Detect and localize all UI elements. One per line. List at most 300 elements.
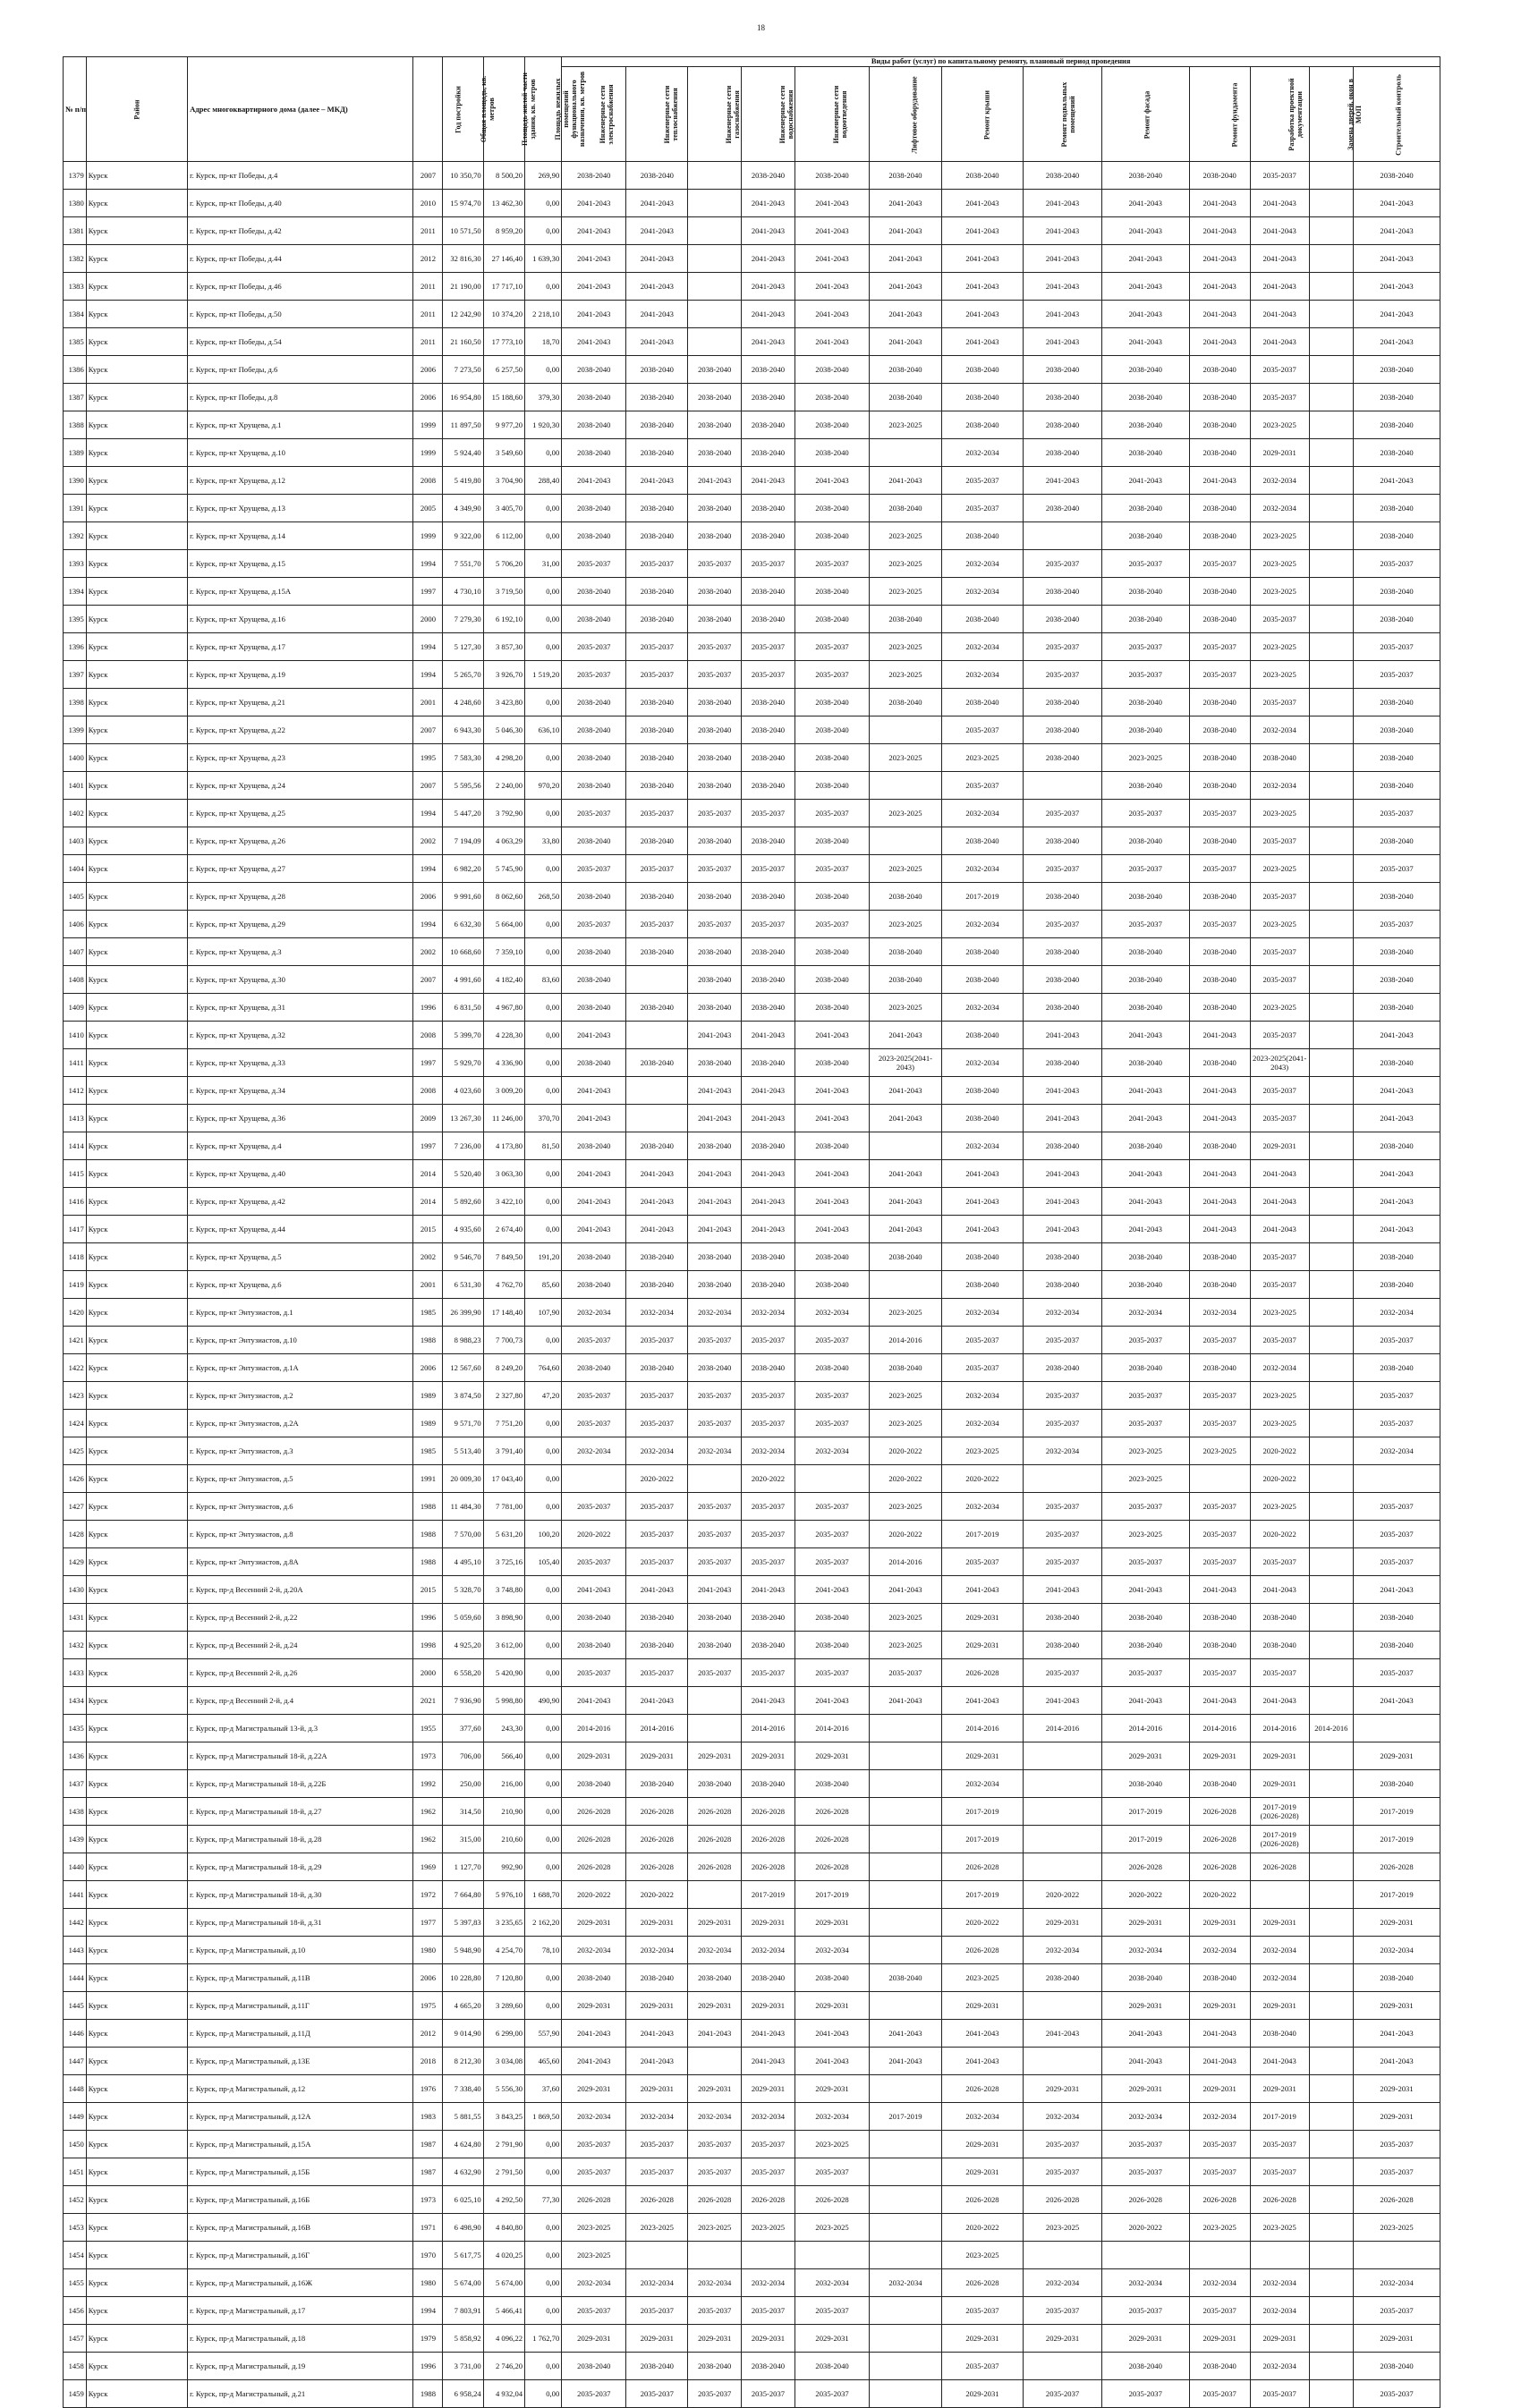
address-cell: г. Курск, пр-д Магистральный, д.21 xyxy=(188,2380,413,2408)
work-period-cell: 2041-2043 xyxy=(870,328,941,356)
table-row xyxy=(64,1354,1440,1382)
work-period-cell xyxy=(688,301,742,328)
area-total-cell: 21 190,00 xyxy=(443,273,483,301)
work-period-cell: 2041-2043 xyxy=(742,245,795,273)
area-living-cell: 3 725,16 xyxy=(483,1548,524,1576)
district-cell: Курск xyxy=(86,1354,187,1382)
area-living-cell: 7 751,20 xyxy=(483,1410,524,1437)
work-period-cell: 2038-2040 xyxy=(1189,1132,1250,1160)
year-built-cell: 1989 xyxy=(413,1382,443,1410)
work-period-cell: 2020-2022 xyxy=(562,1521,626,1548)
work-period-cell xyxy=(1309,744,1353,772)
work-period-cell: 2041-2043 xyxy=(626,328,688,356)
work-period-cell: 2038-2040 xyxy=(1189,716,1250,744)
area-nonliving-cell: 83,60 xyxy=(525,966,562,994)
address-cell: г. Курск, пр-кт Хрущева, д.19 xyxy=(188,661,413,689)
work-period-cell: 2035-2037 xyxy=(1101,911,1189,938)
year-built-cell: 2000 xyxy=(413,1659,443,1687)
address-cell: г. Курск, пр-кт Энтузиастов, д.3 xyxy=(188,1437,413,1465)
work-period-cell: 2041-2043 xyxy=(941,301,1024,328)
address-cell: г. Курск, пр-кт Хрущева, д.3 xyxy=(188,938,413,966)
area-total-cell: 10 350,70 xyxy=(443,162,483,190)
area-living-cell: 4 020,25 xyxy=(483,2242,524,2269)
district-cell: Курск xyxy=(86,1853,187,1881)
area-total-cell: 7 936,90 xyxy=(443,1687,483,1715)
work-period-cell: 2041-2043 xyxy=(870,1160,941,1188)
work-period-cell: 2041-2043 xyxy=(1354,1160,1440,1188)
work-period-cell: 2035-2037 xyxy=(742,855,795,883)
work-period-cell: 2035-2037 xyxy=(688,2297,742,2325)
work-period-cell xyxy=(1309,2269,1353,2297)
work-period-cell: 2038-2040 xyxy=(688,1354,742,1382)
work-period-cell: 2035-2037 xyxy=(1189,1659,1250,1687)
work-period-cell: 2038-2040 xyxy=(794,1132,869,1160)
year-built-cell: 2008 xyxy=(413,467,443,495)
area-total-cell: 4 991,60 xyxy=(443,966,483,994)
work-period-cell: 2041-2043 xyxy=(1101,1576,1189,1604)
year-built-cell: 1994 xyxy=(413,800,443,827)
work-period-cell: 2032-2034 xyxy=(1024,2103,1102,2131)
works-header: Ремонт крыши xyxy=(941,67,1024,162)
work-period-cell: 2038-2040 xyxy=(1354,1271,1440,1299)
row-number-cell: 1389 xyxy=(64,439,87,467)
work-period-cell xyxy=(1189,1465,1250,1493)
work-period-cell: 2017-2019 xyxy=(941,1826,1024,1853)
work-period-cell: 2038-2040 xyxy=(794,744,869,772)
year-built-cell: 1996 xyxy=(413,994,443,1022)
work-period-cell: 2038-2040 xyxy=(742,1354,795,1382)
work-period-cell: 2041-2043 xyxy=(794,1576,869,1604)
area-nonliving-cell: 1 688,70 xyxy=(525,1881,562,1909)
work-period-cell xyxy=(1309,495,1353,522)
work-period-cell: 2035-2037 xyxy=(742,661,795,689)
work-period-cell: 2023-2025 xyxy=(1101,744,1189,772)
area-total-cell: 6 982,20 xyxy=(443,855,483,883)
page-number: 18 xyxy=(757,23,765,32)
table-row xyxy=(64,162,1440,190)
work-period-cell: 2041-2043 xyxy=(1354,273,1440,301)
work-period-cell: 2038-2040 xyxy=(1101,1271,1189,1299)
work-period-cell: 2038-2040 xyxy=(626,938,688,966)
district-cell: Курск xyxy=(86,190,187,217)
row-number-cell: 1429 xyxy=(64,1548,87,1576)
work-period-cell: 2041-2043 xyxy=(562,2048,626,2075)
work-period-cell: 2023-2025 xyxy=(1101,1465,1189,1493)
address-cell: г. Курск, пр-кт Энтузиастов, д.2А xyxy=(188,1410,413,1437)
area-nonliving-cell: 0,00 xyxy=(525,800,562,827)
year-built-cell: 1996 xyxy=(413,1604,443,1632)
work-period-cell: 2041-2043 xyxy=(870,217,941,245)
work-period-cell: 2041-2043 xyxy=(1189,1160,1250,1188)
work-period-cell: 2041-2043 xyxy=(870,1022,941,1049)
work-period-cell: 2041-2043 xyxy=(1101,1216,1189,1243)
address-cell: г. Курск, пр-кт Хрущева, д.28 xyxy=(188,883,413,911)
area-nonliving-cell: 557,90 xyxy=(525,2020,562,2048)
work-period-cell: 2035-2037 xyxy=(742,911,795,938)
area-total-cell: 6 943,30 xyxy=(443,716,483,744)
work-period-cell: 2041-2043 xyxy=(562,245,626,273)
work-period-cell: 2041-2043 xyxy=(626,1687,688,1715)
work-period-cell: 2041-2043 xyxy=(1024,1188,1102,1216)
work-period-cell: 2038-2040 xyxy=(1101,994,1189,1022)
row-number-cell: 1448 xyxy=(64,2075,87,2103)
work-period-cell: 2029-2031 xyxy=(1250,1909,1309,1937)
work-period-cell: 2041-2043 xyxy=(1189,245,1250,273)
work-period-cell: 2038-2040 xyxy=(626,1132,688,1160)
row-number-cell: 1432 xyxy=(64,1632,87,1659)
table-row xyxy=(64,578,1440,606)
work-period-cell: 2041-2043 xyxy=(742,328,795,356)
area-living-cell: 4 292,50 xyxy=(483,2186,524,2214)
work-period-cell: 2038-2040 xyxy=(870,606,941,633)
table-row xyxy=(64,1909,1440,1937)
work-period-cell: 2038-2040 xyxy=(742,411,795,439)
work-period-cell: 2020-2022 xyxy=(1250,1437,1309,1465)
year-built-cell: 2001 xyxy=(413,689,443,716)
year-built-cell: 2011 xyxy=(413,301,443,328)
work-period-cell: 2035-2037 xyxy=(626,1382,688,1410)
work-period-cell xyxy=(1309,1437,1353,1465)
work-period-cell: 2038-2040 xyxy=(1101,578,1189,606)
work-period-cell xyxy=(626,2242,688,2269)
area-nonliving-cell: 1 639,30 xyxy=(525,245,562,273)
year-built-cell: 2007 xyxy=(413,716,443,744)
col-number-header: № п/п xyxy=(64,57,87,162)
work-period-cell: 2029-2031 xyxy=(742,2075,795,2103)
work-period-cell: 2038-2040 xyxy=(1354,495,1440,522)
work-period-cell: 2038-2040 xyxy=(1189,522,1250,550)
work-period-cell xyxy=(870,2186,941,2214)
work-period-cell xyxy=(1309,1742,1353,1770)
work-period-cell xyxy=(1024,1853,1102,1881)
work-period-cell: 2038-2040 xyxy=(1189,1964,1250,1992)
work-period-cell: 2041-2043 xyxy=(688,1216,742,1243)
area-living-cell: 5 998,80 xyxy=(483,1687,524,1715)
work-period-cell: 2038-2040 xyxy=(626,772,688,800)
area-total-cell: 9 991,60 xyxy=(443,883,483,911)
work-period-cell: 2041-2043 xyxy=(742,1105,795,1132)
work-period-cell: 2023-2025 xyxy=(1250,1299,1309,1327)
work-period-cell: 2035-2037 xyxy=(562,911,626,938)
work-period-cell: 2032-2034 xyxy=(941,2103,1024,2131)
work-period-cell: 2038-2040 xyxy=(1101,2353,1189,2380)
work-period-cell: 2041-2043 xyxy=(1250,1687,1309,1715)
row-number-cell: 1384 xyxy=(64,301,87,328)
address-cell: г. Курск, пр-д Магистральный, д.17 xyxy=(188,2297,413,2325)
work-period-cell: 2032-2034 xyxy=(1101,2269,1189,2297)
work-period-cell: 2038-2040 xyxy=(1354,2353,1440,2380)
area-nonliving-cell: 107,90 xyxy=(525,1299,562,1327)
area-nonliving-cell: 0,00 xyxy=(525,1770,562,1798)
work-period-cell xyxy=(1309,411,1353,439)
area-nonliving-cell: 0,00 xyxy=(525,1798,562,1826)
work-period-cell: 2038-2040 xyxy=(794,495,869,522)
work-period-cell: 2035-2037 xyxy=(1024,661,1102,689)
work-period-cell: 2038-2040 xyxy=(1024,1354,1102,1382)
work-period-cell xyxy=(1309,2353,1353,2380)
row-number-cell: 1387 xyxy=(64,384,87,411)
work-period-cell xyxy=(870,2380,941,2408)
work-period-cell: 2038-2040 xyxy=(742,1632,795,1659)
work-period-cell: 2038-2040 xyxy=(626,716,688,744)
work-period-cell: 2041-2043 xyxy=(1189,2020,1250,2048)
work-period-cell: 2032-2034 xyxy=(1101,1299,1189,1327)
year-built-cell: 2002 xyxy=(413,938,443,966)
area-nonliving-cell: 0,00 xyxy=(525,633,562,661)
row-number-cell: 1395 xyxy=(64,606,87,633)
work-period-cell xyxy=(562,1465,626,1493)
district-cell: Курск xyxy=(86,827,187,855)
work-period-cell: 2035-2037 xyxy=(1101,1327,1189,1354)
area-living-cell: 4 173,80 xyxy=(483,1132,524,1160)
work-period-cell: 2038-2040 xyxy=(1189,1770,1250,1798)
work-period-cell: 2023-2025 xyxy=(1250,522,1309,550)
work-period-cell: 2026-2028 xyxy=(941,1659,1024,1687)
year-built-cell: 1976 xyxy=(413,2075,443,2103)
work-period-cell: 2035-2037 xyxy=(562,800,626,827)
work-period-cell: 2035-2037 xyxy=(626,2380,688,2408)
area-total-cell: 4 665,20 xyxy=(443,1992,483,2020)
work-period-cell: 2023-2025 xyxy=(562,2242,626,2269)
work-period-cell: 2038-2040 xyxy=(1024,938,1102,966)
work-period-cell: 2023-2025 xyxy=(1189,2214,1250,2242)
work-period-cell: 2035-2037 xyxy=(941,2353,1024,2380)
work-period-cell: 2032-2034 xyxy=(1354,1299,1440,1327)
work-period-cell: 2038-2040 xyxy=(1354,1132,1440,1160)
work-period-cell: 2023-2025 xyxy=(562,2214,626,2242)
work-period-cell: 2035-2037 xyxy=(1101,661,1189,689)
work-period-cell: 2041-2043 xyxy=(1189,1077,1250,1105)
work-period-cell: 2038-2040 xyxy=(742,495,795,522)
work-period-cell: 2035-2037 xyxy=(688,800,742,827)
work-period-cell: 2038-2040 xyxy=(626,2353,688,2380)
area-total-cell: 4 624,80 xyxy=(443,2131,483,2158)
work-period-cell: 2041-2043 xyxy=(1189,467,1250,495)
work-period-cell xyxy=(626,1105,688,1132)
work-period-cell xyxy=(870,2297,941,2325)
year-built-cell: 1987 xyxy=(413,2131,443,2158)
work-period-cell: 2035-2037 xyxy=(742,1548,795,1576)
work-period-cell: 2038-2040 xyxy=(1101,384,1189,411)
work-period-cell xyxy=(1309,1798,1353,1826)
work-period-cell: 2026-2028 xyxy=(1189,1798,1250,1826)
work-period-cell: 2041-2043 xyxy=(1354,1022,1440,1049)
work-period-cell: 2035-2037 xyxy=(626,550,688,578)
work-period-cell: 2029-2031 xyxy=(1101,1992,1189,2020)
area-nonliving-cell: 2 162,20 xyxy=(525,1909,562,1937)
area-living-cell: 2 746,20 xyxy=(483,2353,524,2380)
work-period-cell: 2041-2043 xyxy=(1250,1216,1309,1243)
work-period-cell: 2041-2043 xyxy=(941,1687,1024,1715)
work-period-cell: 2038-2040 xyxy=(941,689,1024,716)
work-period-cell: 2032-2034 xyxy=(794,1299,869,1327)
area-living-cell: 4 298,20 xyxy=(483,744,524,772)
work-period-cell: 2026-2028 xyxy=(626,1798,688,1826)
work-period-cell: 2035-2037 xyxy=(794,2297,869,2325)
area-nonliving-cell: 636,10 xyxy=(525,716,562,744)
work-period-cell: 2035-2037 xyxy=(1189,2131,1250,2158)
work-period-cell: 2038-2040 xyxy=(1101,1243,1189,1271)
year-built-cell: 2012 xyxy=(413,245,443,273)
work-period-cell: 2035-2037 xyxy=(794,800,869,827)
work-period-cell: 2026-2028 xyxy=(562,1853,626,1881)
work-period-cell: 2023-2025 xyxy=(870,661,941,689)
work-period-cell: 2041-2043 xyxy=(1024,1077,1102,1105)
work-period-cell: 2041-2043 xyxy=(1354,467,1440,495)
work-period-cell: 2032-2034 xyxy=(1101,2103,1189,2131)
work-period-cell xyxy=(1309,2131,1353,2158)
work-period-cell: 2041-2043 xyxy=(1189,190,1250,217)
work-period-cell: 2041-2043 xyxy=(626,245,688,273)
area-living-cell: 4 932,04 xyxy=(483,2380,524,2408)
area-total-cell: 4 730,10 xyxy=(443,578,483,606)
area-living-cell: 4 840,80 xyxy=(483,2214,524,2242)
area-living-cell: 5 706,20 xyxy=(483,550,524,578)
work-period-cell: 2041-2043 xyxy=(941,1188,1024,1216)
work-period-cell: 2020-2022 xyxy=(626,1465,688,1493)
area-total-cell: 6 498,90 xyxy=(443,2214,483,2242)
work-period-cell xyxy=(794,2242,869,2269)
work-period-cell: 2026-2028 xyxy=(941,1937,1024,1964)
area-nonliving-cell: 47,20 xyxy=(525,1382,562,1410)
work-period-cell: 2029-2031 xyxy=(1250,2325,1309,2353)
work-period-cell: 2026-2028 xyxy=(1250,2186,1309,2214)
work-period-cell: 2041-2043 xyxy=(870,2020,941,2048)
work-period-cell: 2017-2019 xyxy=(941,1798,1024,1826)
work-period-cell: 2041-2043 xyxy=(1101,301,1189,328)
work-period-cell: 2038-2040 xyxy=(1189,439,1250,467)
table-row xyxy=(64,1770,1440,1798)
work-period-cell: 2029-2031 xyxy=(688,2075,742,2103)
district-cell: Курск xyxy=(86,1188,187,1216)
area-total-cell: 5 674,00 xyxy=(443,2269,483,2297)
work-period-cell: 2041-2043 xyxy=(941,273,1024,301)
work-period-cell: 2035-2037 xyxy=(1101,550,1189,578)
work-period-cell: 2038-2040 xyxy=(1189,495,1250,522)
area-living-cell: 3 063,30 xyxy=(483,1160,524,1188)
work-period-cell: 2038-2040 xyxy=(562,1632,626,1659)
year-built-cell: 1987 xyxy=(413,2158,443,2186)
work-period-cell: 2026-2028 xyxy=(742,1853,795,1881)
work-period-cell xyxy=(1309,1105,1353,1132)
work-period-cell: 2035-2037 xyxy=(794,1410,869,1437)
address-cell: г. Курск, пр-кт Победы, д.40 xyxy=(188,190,413,217)
area-nonliving-cell: 0,00 xyxy=(525,1576,562,1604)
work-period-cell: 2038-2040 xyxy=(870,689,941,716)
area-total-cell: 10 668,60 xyxy=(443,938,483,966)
district-cell: Курск xyxy=(86,522,187,550)
work-period-cell: 2041-2043 xyxy=(941,217,1024,245)
work-period-cell: 2017-2019 (2026-2028) xyxy=(1250,1826,1309,1853)
work-period-cell: 2038-2040 xyxy=(626,439,688,467)
work-period-cell: 2038-2040 xyxy=(1189,162,1250,190)
area-total-cell: 5 447,20 xyxy=(443,800,483,827)
work-period-cell: 2038-2040 xyxy=(742,1243,795,1271)
work-period-cell: 2035-2037 xyxy=(1250,1022,1309,1049)
year-built-cell: 1997 xyxy=(413,578,443,606)
address-cell: г. Курск, пр-д Магистральный 18-й, д.22Б xyxy=(188,1770,413,1798)
work-period-cell: 2035-2037 xyxy=(1354,1521,1440,1548)
district-cell: Курск xyxy=(86,2242,187,2269)
work-period-cell: 2038-2040 xyxy=(794,606,869,633)
area-total-cell: 21 160,50 xyxy=(443,328,483,356)
work-period-cell: 2041-2043 xyxy=(941,1160,1024,1188)
area-total-cell: 9 571,70 xyxy=(443,1410,483,1437)
work-period-cell xyxy=(1309,994,1353,1022)
area-living-cell: 3 926,70 xyxy=(483,661,524,689)
work-period-cell: 2035-2037 xyxy=(1354,1548,1440,1576)
work-period-cell: 2032-2034 xyxy=(562,1437,626,1465)
work-period-cell: 2029-2031 xyxy=(1189,2075,1250,2103)
work-period-cell xyxy=(870,2353,941,2380)
area-living-cell: 3 843,25 xyxy=(483,2103,524,2131)
work-period-cell: 2032-2034 xyxy=(941,1132,1024,1160)
work-period-cell: 2038-2040 xyxy=(742,772,795,800)
work-period-cell: 2029-2031 xyxy=(1250,2075,1309,2103)
work-period-cell: 2029-2031 xyxy=(1354,1742,1440,1770)
work-period-cell xyxy=(1309,1049,1353,1077)
work-period-cell: 2032-2034 xyxy=(1250,772,1309,800)
work-period-cell: 2041-2043 xyxy=(870,1687,941,1715)
work-period-cell: 2032-2034 xyxy=(941,550,1024,578)
work-period-cell: 2038-2040 xyxy=(562,827,626,855)
work-period-cell: 2032-2034 xyxy=(941,439,1024,467)
work-period-cell: 2038-2040 xyxy=(1354,772,1440,800)
work-period-cell xyxy=(1309,550,1353,578)
work-period-cell: 2038-2040 xyxy=(941,356,1024,384)
work-period-cell xyxy=(1309,2048,1353,2075)
row-number-cell: 1445 xyxy=(64,1992,87,2020)
work-period-cell: 2038-2040 xyxy=(1189,578,1250,606)
area-nonliving-cell: 105,40 xyxy=(525,1548,562,1576)
work-period-cell: 2038-2040 xyxy=(742,356,795,384)
work-period-cell: 2035-2037 xyxy=(1024,2297,1102,2325)
area-living-cell: 3 034,08 xyxy=(483,2048,524,2075)
area-living-cell: 5 556,30 xyxy=(483,2075,524,2103)
district-cell: Курск xyxy=(86,1465,187,1493)
work-period-cell: 2032-2034 xyxy=(941,633,1024,661)
year-built-cell: 2006 xyxy=(413,1964,443,1992)
work-period-cell: 2041-2043 xyxy=(870,1105,941,1132)
year-built-cell: 1997 xyxy=(413,1132,443,1160)
row-number-cell: 1383 xyxy=(64,273,87,301)
work-period-cell: 2020-2022 xyxy=(870,1437,941,1465)
work-period-cell: 2038-2040 xyxy=(742,606,795,633)
work-period-cell: 2026-2028 xyxy=(794,1853,869,1881)
work-period-cell: 2038-2040 xyxy=(1024,384,1102,411)
work-period-cell: 2038-2040 xyxy=(1189,1243,1250,1271)
address-cell: г. Курск, пр-д Магистральный 18-й, д.29 xyxy=(188,1853,413,1881)
work-period-cell: 2038-2040 xyxy=(1101,883,1189,911)
table-row xyxy=(64,2186,1440,2214)
year-built-cell: 1969 xyxy=(413,1853,443,1881)
work-period-cell: 2029-2031 xyxy=(742,1992,795,2020)
work-period-cell: 2035-2037 xyxy=(562,633,626,661)
row-number-cell: 1422 xyxy=(64,1354,87,1382)
year-built-cell: 2008 xyxy=(413,1077,443,1105)
work-period-cell: 2038-2040 xyxy=(870,966,941,994)
work-period-cell: 2035-2037 xyxy=(794,1382,869,1410)
year-built-cell: 1988 xyxy=(413,2380,443,2408)
work-period-cell: 2029-2031 xyxy=(941,2158,1024,2186)
area-total-cell: 8 988,23 xyxy=(443,1327,483,1354)
work-period-cell: 2041-2043 xyxy=(562,273,626,301)
work-period-cell: 2041-2043 xyxy=(742,1022,795,1049)
work-period-cell xyxy=(870,1937,941,1964)
work-period-cell: 2041-2043 xyxy=(794,2048,869,2075)
work-period-cell: 2038-2040 xyxy=(870,1964,941,1992)
work-period-cell: 2038-2040 xyxy=(1354,1243,1440,1271)
